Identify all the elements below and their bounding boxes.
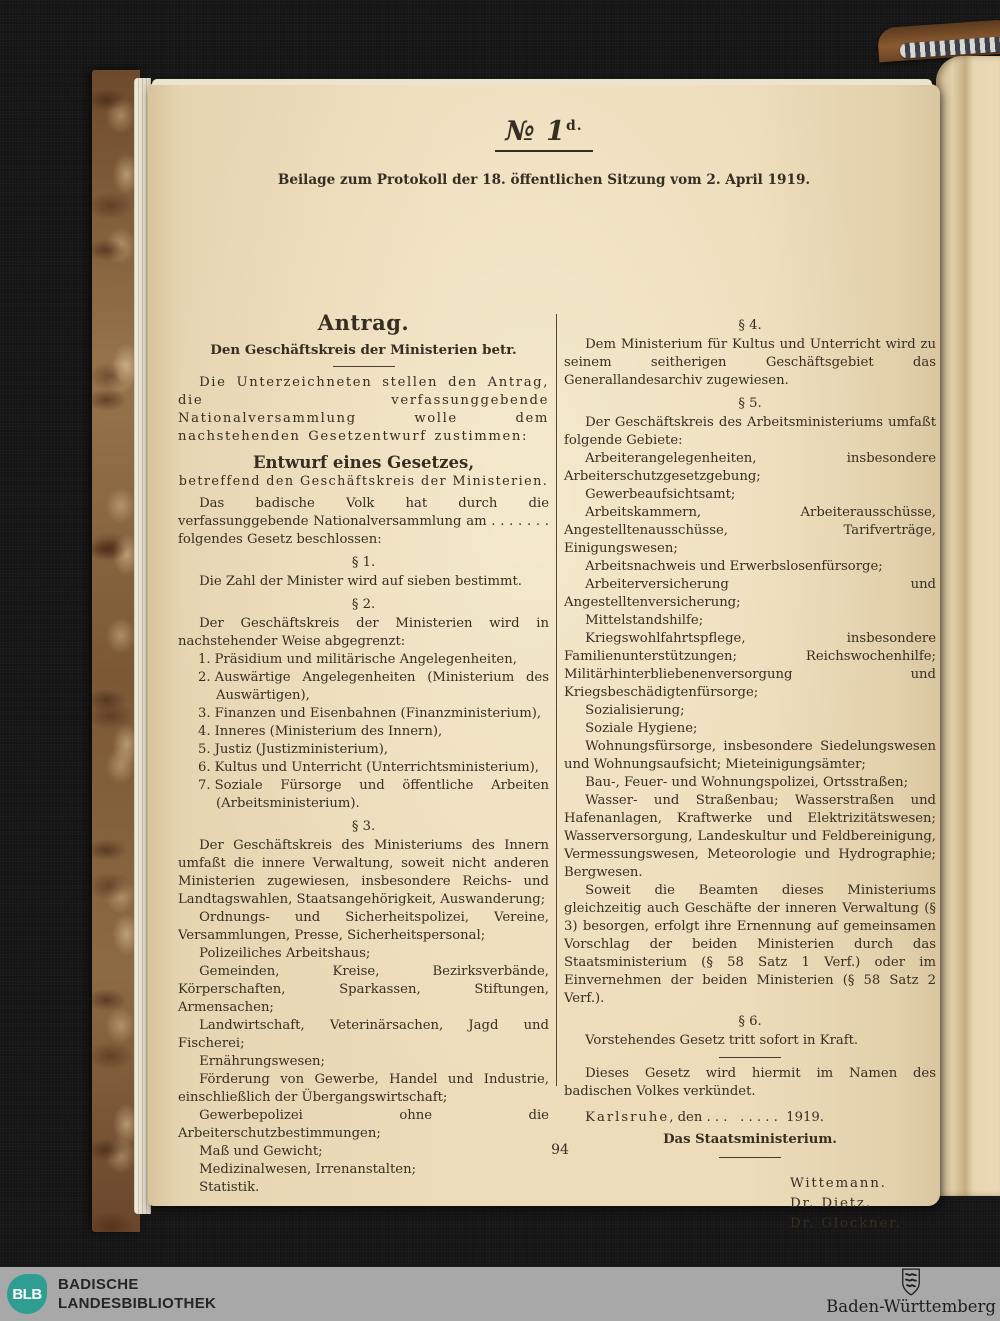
- promulgation: Dieses Gesetz wird hiermit im Namen des badischen Volkes verkündet.: [564, 1066, 936, 1099]
- section-number: § 6.: [738, 1014, 762, 1029]
- law-paragraph: Statistik.: [199, 1180, 260, 1195]
- left-sections: [178, 554, 549, 1197]
- intro-paragraph: Die Unterzeichneten stellen den Antrag, die verfassunggebende Nationalversammlung wolle dem nachstehenden Gesetzentwurf zustimmen:: [178, 375, 549, 444]
- law-paragraph: Maß und Gewicht;: [199, 1144, 323, 1159]
- doc-number-wrap: [148, 116, 940, 152]
- law-subject: betreffend den Geschäftskreis der Ministerien.: [178, 474, 549, 489]
- preamble: Das badische Volk hat durch die verfassunggebende Nationalversammlung am . . . . . . . folgendes Gesetz beschlossen:: [178, 496, 549, 547]
- ministry-name: Das Staatsministerium.: [663, 1132, 837, 1147]
- signature: Dr. Dietz.: [790, 1196, 872, 1211]
- dateline-place: Karlsruhe: [585, 1110, 670, 1125]
- law-list-item: [198, 759, 549, 777]
- law-list-item: [198, 651, 549, 669]
- law-section: [564, 1013, 936, 1050]
- protocol-note: Beilage zum Protokoll der 18. öffentlichen Sitzung vom 2. April 1919.: [277, 172, 811, 188]
- section-number: § 3.: [351, 819, 376, 834]
- signatures-block: [790, 1174, 936, 1234]
- section-number: § 5.: [738, 396, 762, 411]
- law-section: [564, 395, 936, 1008]
- law-section: [564, 317, 936, 390]
- list-number: 3.: [198, 706, 211, 721]
- left-column: [178, 312, 549, 1197]
- dateline-rest: , den . . . . . . . . 1919.: [669, 1110, 824, 1125]
- law-list-item: [198, 705, 549, 723]
- list-number: 2.: [198, 670, 211, 685]
- signature: Dr. Glockner.: [790, 1216, 902, 1231]
- page-edge-top: [152, 79, 932, 85]
- law-paragraph: Wasser- und Straßenbau; Wasserstraßen und Hafenanlagen, Kraftwerke und Elektrizitätswesen; Wasserversorgung, Landeskultur und Feldbereinigung, Vermessungswesen, Meteorologie und Hydrographie; Bergwesen.: [564, 793, 936, 880]
- law-paragraph: Soweit die Beamten dieses Ministeriums gleichzeitig auch Geschäfte der inneren Verwaltung (§ 3) besorgen, erfolgt ihre Ernennung auf gemeinsamen Vorschlag der beiden Ministerien durch das Staatsministerium (§ 58 Satz 1 Verf.) oder im Einvernehmen der beiden Ministerien (§ 58 Satz 2 Verf.).: [564, 883, 936, 1006]
- list-text: Justiz (Justizministerium),: [214, 742, 389, 757]
- law-paragraph: Dem Ministerium für Kultus und Unterricht wird zu seinem seitherigen Geschäftsgebiet das Generallandesarchiv zugewiesen.: [564, 337, 936, 388]
- list-text: Präsidium und militärische Angelegenheiten,: [214, 652, 517, 667]
- law-section: [178, 818, 549, 1197]
- law-paragraph: Arbeiterangelegenheiten, insbesondere Arbeiterschutzgesetzgebung;: [564, 451, 936, 484]
- law-paragraph: Gewerbeaufsichtsamt;: [585, 487, 736, 502]
- list-text: Finanzen und Eisenbahnen (Finanzministerium),: [214, 706, 542, 721]
- list-number: 1.: [198, 652, 211, 667]
- law-paragraph: Medizinalwesen, Irrenanstalten;: [199, 1162, 417, 1177]
- list-number: 6.: [198, 760, 211, 775]
- law-list-item: [198, 723, 549, 741]
- coat-of-arms-icon: [900, 1268, 922, 1296]
- law-paragraph: Wohnungsfürsorge, insbesondere Siedelungswesen und Wohnungsaufsicht; Mieteinigungsämter;: [564, 739, 936, 772]
- law-title: Entwurf eines Gesetzes,: [252, 453, 475, 472]
- law-paragraph: Der Geschäftskreis der Ministerien wird in nachstehender Weise abgegrenzt:: [178, 616, 549, 649]
- list-number: 5.: [198, 742, 211, 757]
- divider-rule: [333, 366, 395, 367]
- subject-line: Den Geschäftskreis der Ministerien betr.: [210, 342, 517, 358]
- law-paragraph: Die Zahl der Minister wird auf sieben bestimmt.: [199, 574, 522, 589]
- library-name: [58, 1275, 216, 1313]
- law-paragraph: Gewerbepolizei ohne die Arbeiterschutzbestimmungen;: [178, 1108, 549, 1141]
- list-text: Kultus und Unterricht (Unterrichtsministerium),: [214, 760, 539, 775]
- law-paragraph: Der Geschäftskreis des Arbeitsministeriums umfaßt folgende Gebiete:: [564, 415, 936, 448]
- law-paragraph: Sozialisierung;: [585, 703, 685, 718]
- list-text: Inneres (Ministerium des Innern),: [214, 724, 443, 739]
- antrag-title: Antrag.: [317, 310, 410, 335]
- book-cover-marbled-edge: [92, 70, 140, 1232]
- law-paragraph: Gemeinden, Kreise, Bezirksverbände, Körperschaften, Sparkassen, Stiftungen, Armensachen;: [178, 964, 549, 1015]
- library-name-line1: BADISCHE: [58, 1276, 139, 1293]
- list-text: Auswärtige Angelegenheiten (Ministerium des Auswärtigen),: [214, 670, 549, 703]
- list-number: 4.: [198, 724, 211, 739]
- right-column: [564, 312, 936, 1234]
- signature: Wittemann.: [790, 1176, 887, 1191]
- page-number: 94: [551, 1142, 569, 1158]
- blb-logo-text: BLB: [12, 1285, 42, 1303]
- facing-page-edge: [936, 56, 1000, 1196]
- doc-number-main: № 1: [505, 116, 566, 147]
- column-divider: [556, 314, 557, 1086]
- state-brand: [826, 1268, 996, 1318]
- law-paragraph: Arbeitskammern, Arbeiterausschüsse, Angestelltenausschüsse, Tarifverträge, Einigungswesen;: [564, 505, 936, 556]
- library-footer: [0, 1267, 1000, 1321]
- dateline: [564, 1109, 936, 1127]
- law-paragraph: Der Geschäftskreis des Ministeriums des Innern umfaßt die innere Verwaltung, soweit nicht anderen Ministerien zugewiesen, insbesondere Reichs- und Landtagswahlen, Staatsangehörigkeit, Auswanderung;: [178, 838, 549, 907]
- law-paragraph: Soziale Hygiene;: [585, 721, 698, 736]
- list-text: Soziale Fürsorge und öffentliche Arbeiten (Arbeitsministerium).: [214, 778, 549, 811]
- list-number: 7.: [198, 778, 211, 793]
- law-paragraph: Bau-, Feuer- und Wohnungspolizei, Ortsstraßen;: [585, 775, 909, 790]
- law-paragraph: Polizeiliches Arbeitshaus;: [199, 946, 371, 961]
- divider-rule: [719, 1057, 781, 1058]
- law-paragraph: Förderung von Gewerbe, Handel und Industrie, einschließlich der Übergangswirtschaft;: [178, 1072, 549, 1105]
- law-section: [178, 554, 549, 591]
- right-sections: [564, 317, 936, 1050]
- blb-logo: [7, 1274, 47, 1314]
- law-list-item: [198, 669, 549, 705]
- doc-number-suffix: d.: [565, 118, 583, 134]
- law-paragraph: Arbeitsnachweis und Erwerbslosenfürsorge;: [585, 559, 883, 574]
- state-name: Baden-Württemberg: [826, 1297, 996, 1316]
- law-paragraph: Kriegswohlfahrtspflege, insbesondere Familienunterstützungen; Reichswochenhilfe; Militärhinterbliebenenversorgung und Kriegsbeschädigtenfürsorge;: [564, 631, 936, 700]
- law-section: [178, 596, 549, 813]
- section-number: § 2.: [351, 597, 376, 612]
- library-name-line2: LANDESBIBLIOTHEK: [58, 1295, 217, 1312]
- section-number: § 4.: [738, 318, 762, 333]
- law-paragraph: Arbeiterversicherung und Angestelltenversicherung;: [564, 577, 936, 610]
- doc-number: [495, 116, 592, 152]
- law-list-item: [198, 741, 549, 759]
- law-paragraph: Ernährungswesen;: [199, 1054, 325, 1069]
- law-paragraph: Landwirtschaft, Veterinärsachen, Jagd und Fischerei;: [178, 1018, 549, 1051]
- divider-rule: [719, 1157, 781, 1158]
- law-paragraph: Mittelstandshilfe;: [585, 613, 704, 628]
- law-paragraph: Vorstehendes Gesetz tritt sofort in Kraft.: [585, 1033, 859, 1048]
- law-paragraph: Ordnungs- und Sicherheitspolizei, Vereine, Versammlungen, Presse, Sicherheitspersonal;: [178, 910, 549, 943]
- document-page: [148, 84, 940, 1231]
- section-number: § 1.: [351, 555, 376, 570]
- law-list-item: [198, 777, 549, 813]
